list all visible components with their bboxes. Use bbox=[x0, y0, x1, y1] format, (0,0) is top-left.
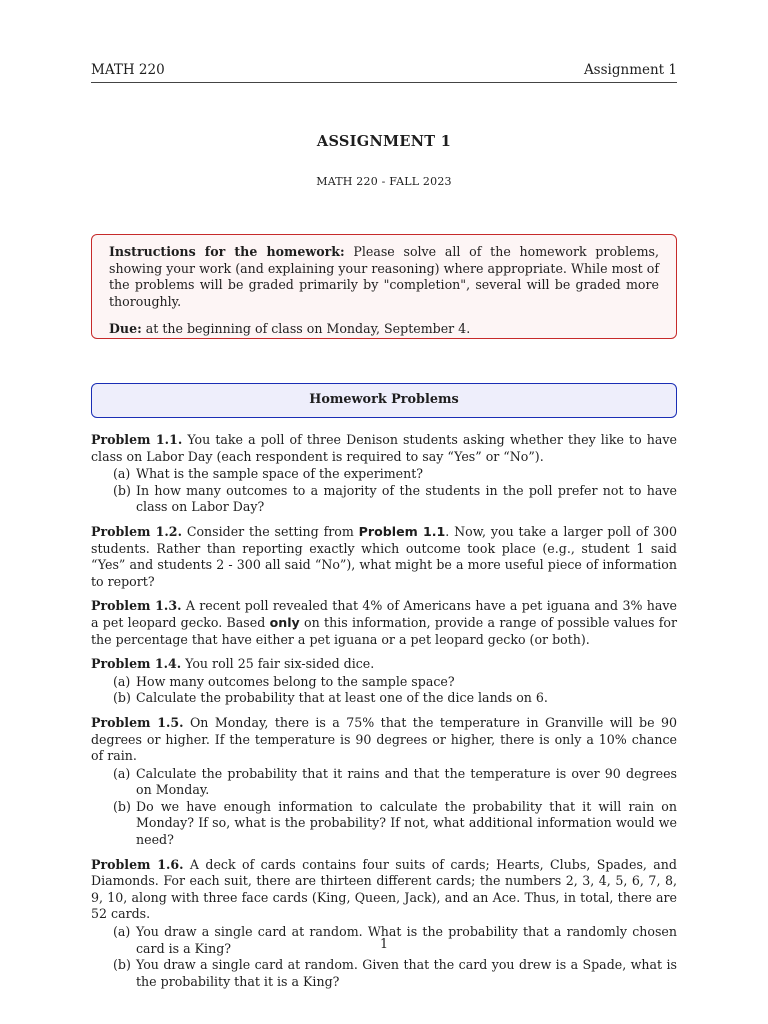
part-label: (a) bbox=[113, 673, 131, 689]
problem-text: Consider the setting from bbox=[181, 523, 359, 539]
problem-label: Problem 1.2. bbox=[91, 523, 182, 539]
document-title: ASSIGNMENT 1 bbox=[316, 133, 452, 150]
part-text: You draw a single card at random. Given that the card you drew is a Spade, what is the probability that it is a King? bbox=[136, 957, 677, 989]
problem-text: You take a poll of three Denison students asking whether they like to have class on Labor Day (each respondent is required to say “Yes” or “No”). bbox=[91, 432, 677, 464]
part-text: You draw a single card at random. What is the probability that a randomly chosen card is a King? bbox=[136, 924, 677, 956]
instructions-label: Instructions for the homework: bbox=[109, 244, 345, 259]
part-label: (b) bbox=[113, 482, 131, 498]
problem-label: Problem 1.5. bbox=[91, 714, 184, 730]
part-label: (b) bbox=[113, 957, 131, 973]
part-label: (a) bbox=[113, 765, 131, 781]
problem-text: You roll 25 fair six-sided dice. bbox=[181, 656, 375, 672]
problem-1-1 bbox=[91, 432, 677, 516]
instructions-paragraph bbox=[109, 244, 659, 310]
due-paragraph bbox=[109, 321, 659, 338]
problem-label: Problem 1.4. bbox=[91, 656, 182, 672]
page-number: 1 bbox=[379, 936, 388, 951]
part-text: How many outcomes belong to the sample space? bbox=[136, 673, 455, 689]
problem-parts bbox=[91, 466, 677, 516]
instructions-box bbox=[91, 234, 677, 339]
problem-text-cont: on this information, provide a range of possible values for the percentage that have either a pet iguana or a pet leopard gecko (or both). bbox=[91, 614, 677, 647]
problem-text: A deck of cards contains four suits of cards; Hearts, Clubs, Spades, and Diamonds. For each suit, there are thirteen different cards; the numbers 2, 3, 4, 5, 6, 7, 8, 9, 10, along with three face cards (King, Queen, Jack), and an Ace. Thus, in total, there are 52 cards. bbox=[91, 856, 677, 922]
problem-part bbox=[91, 799, 677, 849]
header-assignment: Assignment 1 bbox=[583, 62, 677, 78]
due-text: at the beginning of class on Monday, September 4. bbox=[141, 321, 471, 336]
problem-reference: Problem 1.1 bbox=[358, 523, 446, 539]
problem-part bbox=[91, 483, 677, 516]
problem-1-4 bbox=[91, 656, 677, 707]
problem-list bbox=[91, 432, 677, 998]
problem-parts bbox=[91, 674, 677, 707]
problem-1-2 bbox=[91, 524, 677, 590]
part-text: Do we have enough information to calculate the probability that it will rain on Monday? If so, what is the probability? If not, what additional information would we need? bbox=[136, 798, 677, 848]
part-label: (b) bbox=[113, 690, 131, 706]
problem-label: Problem 1.3. bbox=[91, 598, 182, 614]
problem-part bbox=[91, 674, 677, 691]
part-text: Calculate the probability that at least one of the dice lands on 6. bbox=[136, 690, 548, 706]
problem-part bbox=[91, 690, 677, 707]
problem-1-6 bbox=[91, 857, 677, 991]
document-subtitle: MATH 220 - FALL 2023 bbox=[316, 175, 452, 188]
problem-text: On Monday, there is a 75% that the temperature in Granville will be 90 degrees or higher. If the temperature is 90 degrees or higher, there is only a 10% chance of rain. bbox=[91, 714, 677, 764]
part-label: (b) bbox=[113, 798, 131, 814]
problem-text: A recent poll revealed that 4% of Americans have a pet iguana and 3% have a pet leopard gecko. Based bbox=[91, 598, 677, 630]
part-label: (a) bbox=[113, 466, 131, 482]
part-text: What is the sample space of the experiment? bbox=[136, 466, 424, 482]
problem-1-3 bbox=[91, 598, 677, 648]
running-header bbox=[91, 62, 677, 83]
section-title: Homework Problems bbox=[309, 392, 459, 407]
problem-label: Problem 1.6. bbox=[91, 856, 184, 872]
header-course: MATH 220 bbox=[91, 62, 165, 78]
problem-part bbox=[91, 766, 677, 799]
problem-1-5 bbox=[91, 715, 677, 849]
part-text: In how many outcomes to a majority of the students in the poll prefer not to have class on Labor Day? bbox=[136, 482, 677, 515]
emphasis-only: only bbox=[269, 614, 300, 630]
problem-parts bbox=[91, 766, 677, 849]
instructions-text: Please solve all of the homework problems, showing your work (and explaining your reasoning) where appropriate. While most of the problems will be graded primarily by "completion", several will be graded more thoroughly. bbox=[109, 244, 659, 309]
problem-part bbox=[91, 466, 677, 483]
due-label: Due: bbox=[109, 321, 142, 336]
section-title-box bbox=[91, 383, 677, 418]
problem-label: Problem 1.1. bbox=[91, 432, 183, 447]
problem-text-cont: . Now, you take a larger poll of 300 students. Rather than reporting exactly which outcome took place (e.g., student 1 said “Yes” and students 2 - 300 all said “No”), what might be a more useful piece of information to report? bbox=[91, 523, 677, 589]
part-text: Calculate the probability that it rains and that the temperature is over 90 degrees on Monday. bbox=[136, 765, 677, 798]
part-label: (a) bbox=[113, 924, 131, 940]
problem-parts bbox=[91, 924, 677, 990]
problem-part bbox=[91, 957, 677, 990]
